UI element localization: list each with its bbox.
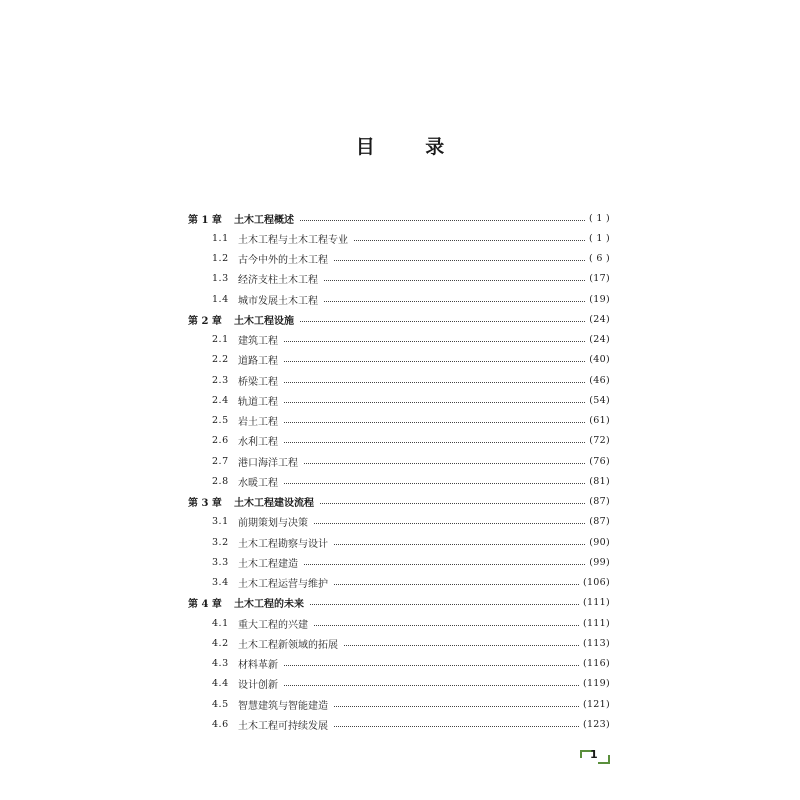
toc-section-row[interactable] (188, 654, 610, 674)
section-title: 重大工程的兴建 (238, 619, 308, 631)
section-title: 土木工程建造 (238, 558, 298, 570)
page-reference: (24) (589, 313, 610, 325)
dot-leader (354, 240, 585, 241)
section-number: 3.4 (212, 577, 229, 589)
section-title: 岩土工程 (238, 417, 278, 429)
dot-leader (284, 402, 585, 403)
chapter-title: 土木工程概述 (234, 214, 294, 226)
toc-section-row[interactable] (188, 633, 610, 653)
toc-section-row[interactable] (188, 573, 610, 593)
section-number: 1.4 (212, 293, 229, 305)
section-title: 城市发展土木工程 (238, 295, 318, 307)
page-reference: (123) (582, 718, 610, 730)
dot-leader (334, 260, 585, 261)
section-title: 智慧建筑与智能建造 (238, 700, 328, 712)
toc-section-row[interactable] (188, 552, 610, 572)
section-number: 2.1 (212, 334, 229, 346)
page-reference: ( 6 ) (589, 253, 610, 265)
toc-chapter-row[interactable] (188, 492, 610, 512)
page-reference: (76) (589, 455, 610, 467)
dot-leader (314, 625, 579, 626)
chapter-title: 土木工程的未来 (234, 599, 304, 611)
section-number: 2.5 (212, 415, 229, 427)
section-number: 3.3 (212, 556, 229, 568)
section-number: 4.2 (212, 637, 229, 649)
toc-chapter-row[interactable] (188, 593, 610, 613)
dot-leader (334, 544, 585, 545)
section-title: 土木工程新领域的拓展 (238, 639, 338, 651)
section-title: 土木工程勘察与设计 (238, 538, 328, 550)
section-title: 土木工程与土木工程专业 (238, 234, 348, 246)
chapter-number: 第 3 章 (188, 498, 222, 510)
dot-leader (314, 523, 585, 524)
page-reference: (17) (589, 273, 610, 285)
page-reference: (87) (589, 496, 610, 508)
toc-section-row[interactable] (188, 249, 610, 269)
dot-leader (324, 280, 585, 281)
dot-leader (300, 220, 585, 221)
section-title: 土木工程可持续发展 (238, 720, 328, 732)
dot-leader (310, 604, 579, 605)
section-number: 4.1 (212, 617, 229, 629)
section-number: 2.4 (212, 394, 229, 406)
toc-section-row[interactable] (188, 411, 610, 431)
dot-leader (284, 361, 585, 362)
toc-section-row[interactable] (188, 370, 610, 390)
chapter-number: 第 1 章 (188, 214, 222, 226)
page-number-mark (580, 748, 612, 768)
section-number: 4.6 (212, 718, 229, 730)
page-reference: (54) (589, 394, 610, 406)
dot-leader (300, 321, 585, 322)
dot-leader (304, 564, 585, 565)
page-number: 1 (590, 748, 598, 761)
dot-leader (284, 483, 585, 484)
toc-chapter-row[interactable] (188, 309, 610, 329)
dot-leader (284, 685, 579, 686)
toc-section-row[interactable] (188, 228, 610, 248)
dot-leader (304, 463, 585, 464)
chapter-number: 第 4 章 (188, 599, 222, 611)
section-number: 1.3 (212, 273, 229, 285)
page-reference: ( 1 ) (589, 212, 610, 224)
page-reference: (81) (589, 475, 610, 487)
corner-decoration (608, 755, 610, 763)
page-reference: (99) (589, 556, 610, 568)
page-reference: (113) (582, 637, 610, 649)
section-number: 2.8 (212, 475, 229, 487)
dot-leader (284, 665, 579, 666)
section-number: 3.2 (212, 536, 229, 548)
dot-leader (284, 422, 585, 423)
dot-leader (344, 645, 579, 646)
section-number: 2.7 (212, 455, 229, 467)
section-title: 水利工程 (238, 437, 278, 449)
corner-decoration (580, 750, 582, 758)
dot-leader (284, 442, 585, 443)
section-title: 轨道工程 (238, 396, 278, 408)
chapter-title: 土木工程设施 (234, 315, 294, 327)
dot-leader (320, 503, 585, 504)
section-title: 桥梁工程 (238, 376, 278, 388)
chapter-number: 第 2 章 (188, 315, 222, 327)
section-number: 1.1 (212, 232, 229, 244)
section-title: 设计创新 (238, 680, 278, 692)
toc-section-row[interactable] (188, 694, 610, 714)
page-reference: (61) (589, 415, 610, 427)
page-title: 目 录 (355, 136, 467, 158)
page-reference: (106) (582, 577, 610, 589)
table-of-contents (188, 208, 610, 735)
toc-section-row[interactable] (188, 714, 610, 734)
toc-section-row[interactable] (188, 350, 610, 370)
toc-section-row[interactable] (188, 674, 610, 694)
page-reference: (90) (589, 536, 610, 548)
toc-section-row[interactable] (188, 431, 610, 451)
toc-section-row[interactable] (188, 390, 610, 410)
toc-section-row[interactable] (188, 451, 610, 471)
page-reference: (111) (582, 597, 610, 609)
toc-section-row[interactable] (188, 613, 610, 633)
section-title: 经济支柱土木工程 (238, 275, 318, 287)
section-number: 4.5 (212, 698, 229, 710)
page-reference: (19) (589, 293, 610, 305)
section-number: 3.1 (212, 516, 229, 528)
page-reference: (24) (589, 334, 610, 346)
section-title: 材料革新 (238, 660, 278, 672)
dot-leader (284, 382, 585, 383)
section-number: 2.3 (212, 374, 229, 386)
dot-leader (334, 706, 579, 707)
section-title: 建筑工程 (238, 336, 278, 348)
page-reference: (116) (582, 658, 610, 670)
page-reference: (111) (582, 617, 610, 629)
page-reference: (87) (589, 516, 610, 528)
toc-section-row[interactable] (188, 330, 610, 350)
page-reference: (46) (589, 374, 610, 386)
dot-leader (324, 301, 585, 302)
section-number: 4.3 (212, 658, 229, 670)
section-number: 4.4 (212, 678, 229, 690)
section-title: 前期策划与决策 (238, 518, 308, 530)
page-reference: (119) (582, 678, 610, 690)
page-reference: (72) (589, 435, 610, 447)
section-number: 1.2 (212, 253, 229, 265)
toc-section-row[interactable] (188, 471, 610, 491)
section-title: 道路工程 (238, 356, 278, 368)
section-title: 水暖工程 (238, 477, 278, 489)
page-reference: ( 1 ) (589, 232, 610, 244)
dot-leader (284, 341, 585, 342)
section-title: 土木工程运营与维护 (238, 579, 328, 591)
toc-section-row[interactable] (188, 512, 610, 532)
page-reference: (40) (589, 354, 610, 366)
page-reference: (121) (582, 698, 610, 710)
toc-section-row[interactable] (188, 269, 610, 289)
toc-section-row[interactable] (188, 289, 610, 309)
toc-chapter-row[interactable] (188, 208, 610, 228)
chapter-title: 土木工程建设流程 (234, 498, 314, 510)
toc-section-row[interactable] (188, 532, 610, 552)
section-title: 古今中外的土木工程 (238, 255, 328, 267)
section-title: 港口海洋工程 (238, 457, 298, 469)
dot-leader (334, 726, 579, 727)
section-number: 2.2 (212, 354, 229, 366)
dot-leader (334, 584, 579, 585)
section-number: 2.6 (212, 435, 229, 447)
